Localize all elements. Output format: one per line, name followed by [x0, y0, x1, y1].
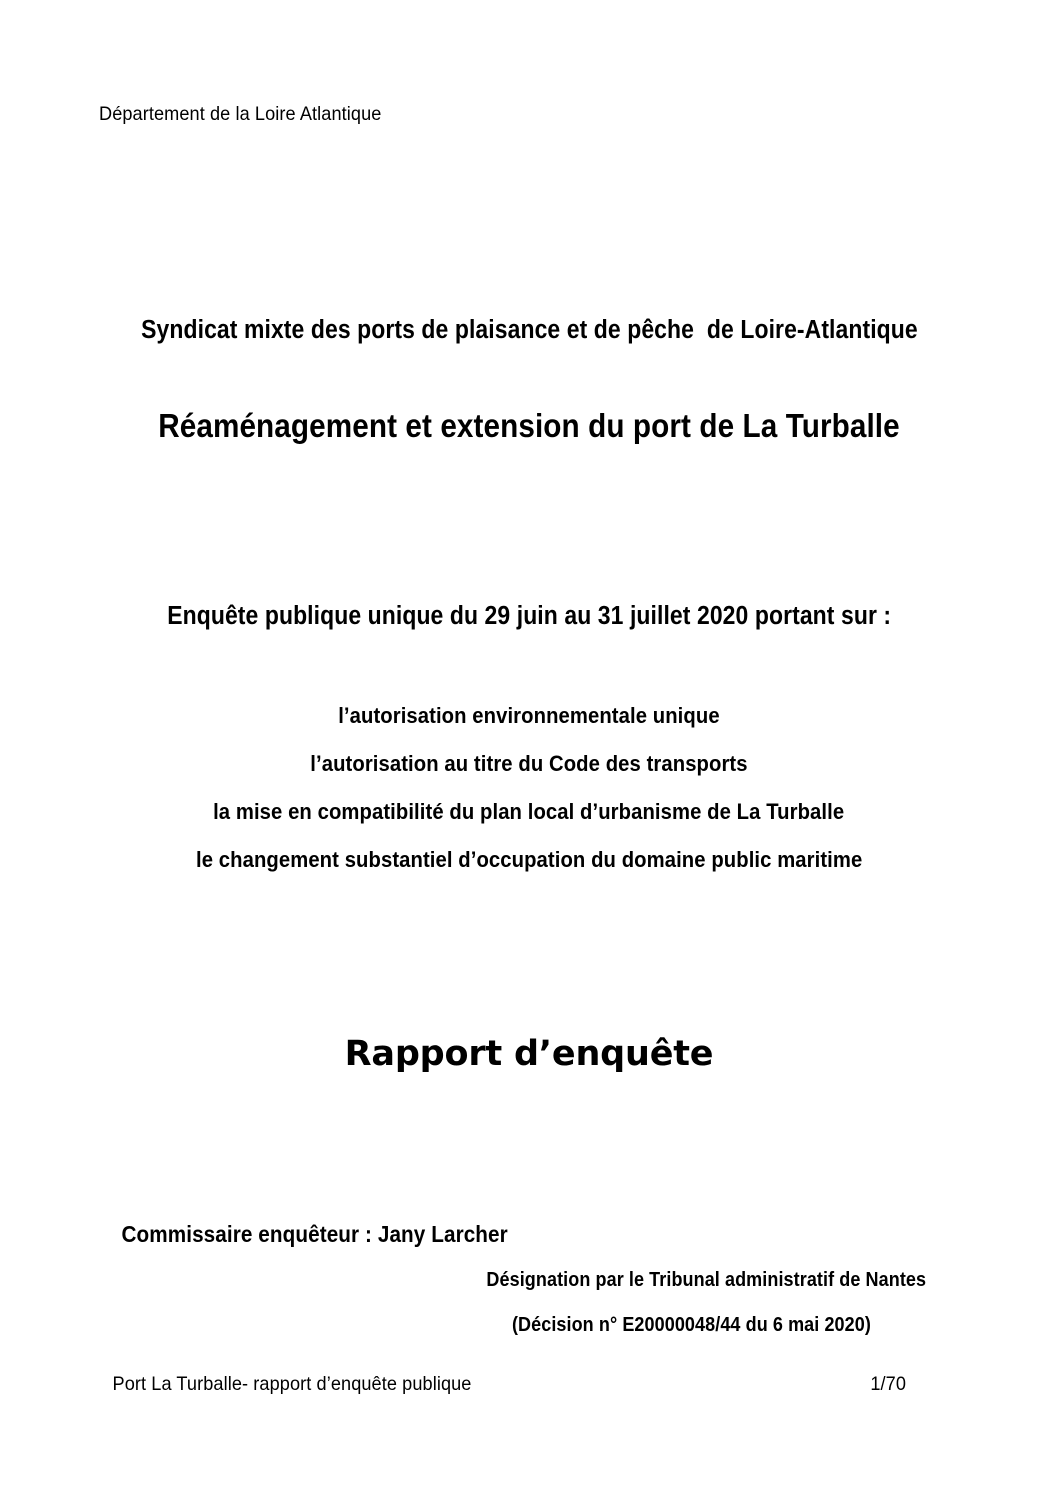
decision-reference-text: (Décision n° E20000048/44 du 6 mai 2020)	[511, 1314, 871, 1336]
designation-line	[462, 1270, 951, 1290]
report-type-label: Rapport d’enquête	[344, 1034, 714, 1074]
purpose-item-text: la mise en compatibilité du plan local d’urbanisme de La Turballe	[213, 799, 845, 824]
purpose-item-text: l’autorisation au titre du Code des transports	[310, 751, 748, 776]
page-title	[0, 409, 1058, 442]
footer-page-number	[869, 1375, 907, 1395]
inquiry-period-text: Enquête publique unique du 29 juin au 31 juillet 2020 portant sur :	[167, 602, 891, 630]
cover-organisation	[0, 318, 1058, 344]
commissioner-line	[100, 1223, 529, 1246]
footer-document-label	[99, 1375, 485, 1395]
inquiry-period-line	[0, 604, 1058, 630]
purpose-item-text: le changement substantiel d’occupation du domaine public maritime	[195, 847, 863, 872]
purpose-item	[0, 801, 1058, 824]
purpose-item	[0, 705, 1058, 728]
page-title-text: Réaménagement et extension du port de La Turballe	[158, 407, 900, 444]
decision-reference-line	[492, 1315, 891, 1335]
designation-text: Désignation par le Tribunal administratif de Nantes	[486, 1269, 927, 1291]
footer-document-label-text: Port La Turballe- rapport d’enquête publique	[112, 1373, 472, 1395]
commissioner-text: Commissaire enquêteur : Jany Larcher	[121, 1221, 508, 1247]
document-header-department: Département de la Loire Atlantique	[99, 103, 382, 125]
purpose-item	[0, 753, 1058, 776]
footer-page-number-text: 1/70	[870, 1373, 907, 1395]
purpose-item	[0, 849, 1058, 872]
purpose-item-text: l’autorisation environnementale unique	[338, 703, 720, 728]
cover-organisation-text: Syndicat mixte des ports de plaisance et de pêche de Loire-Atlantique	[140, 316, 918, 344]
